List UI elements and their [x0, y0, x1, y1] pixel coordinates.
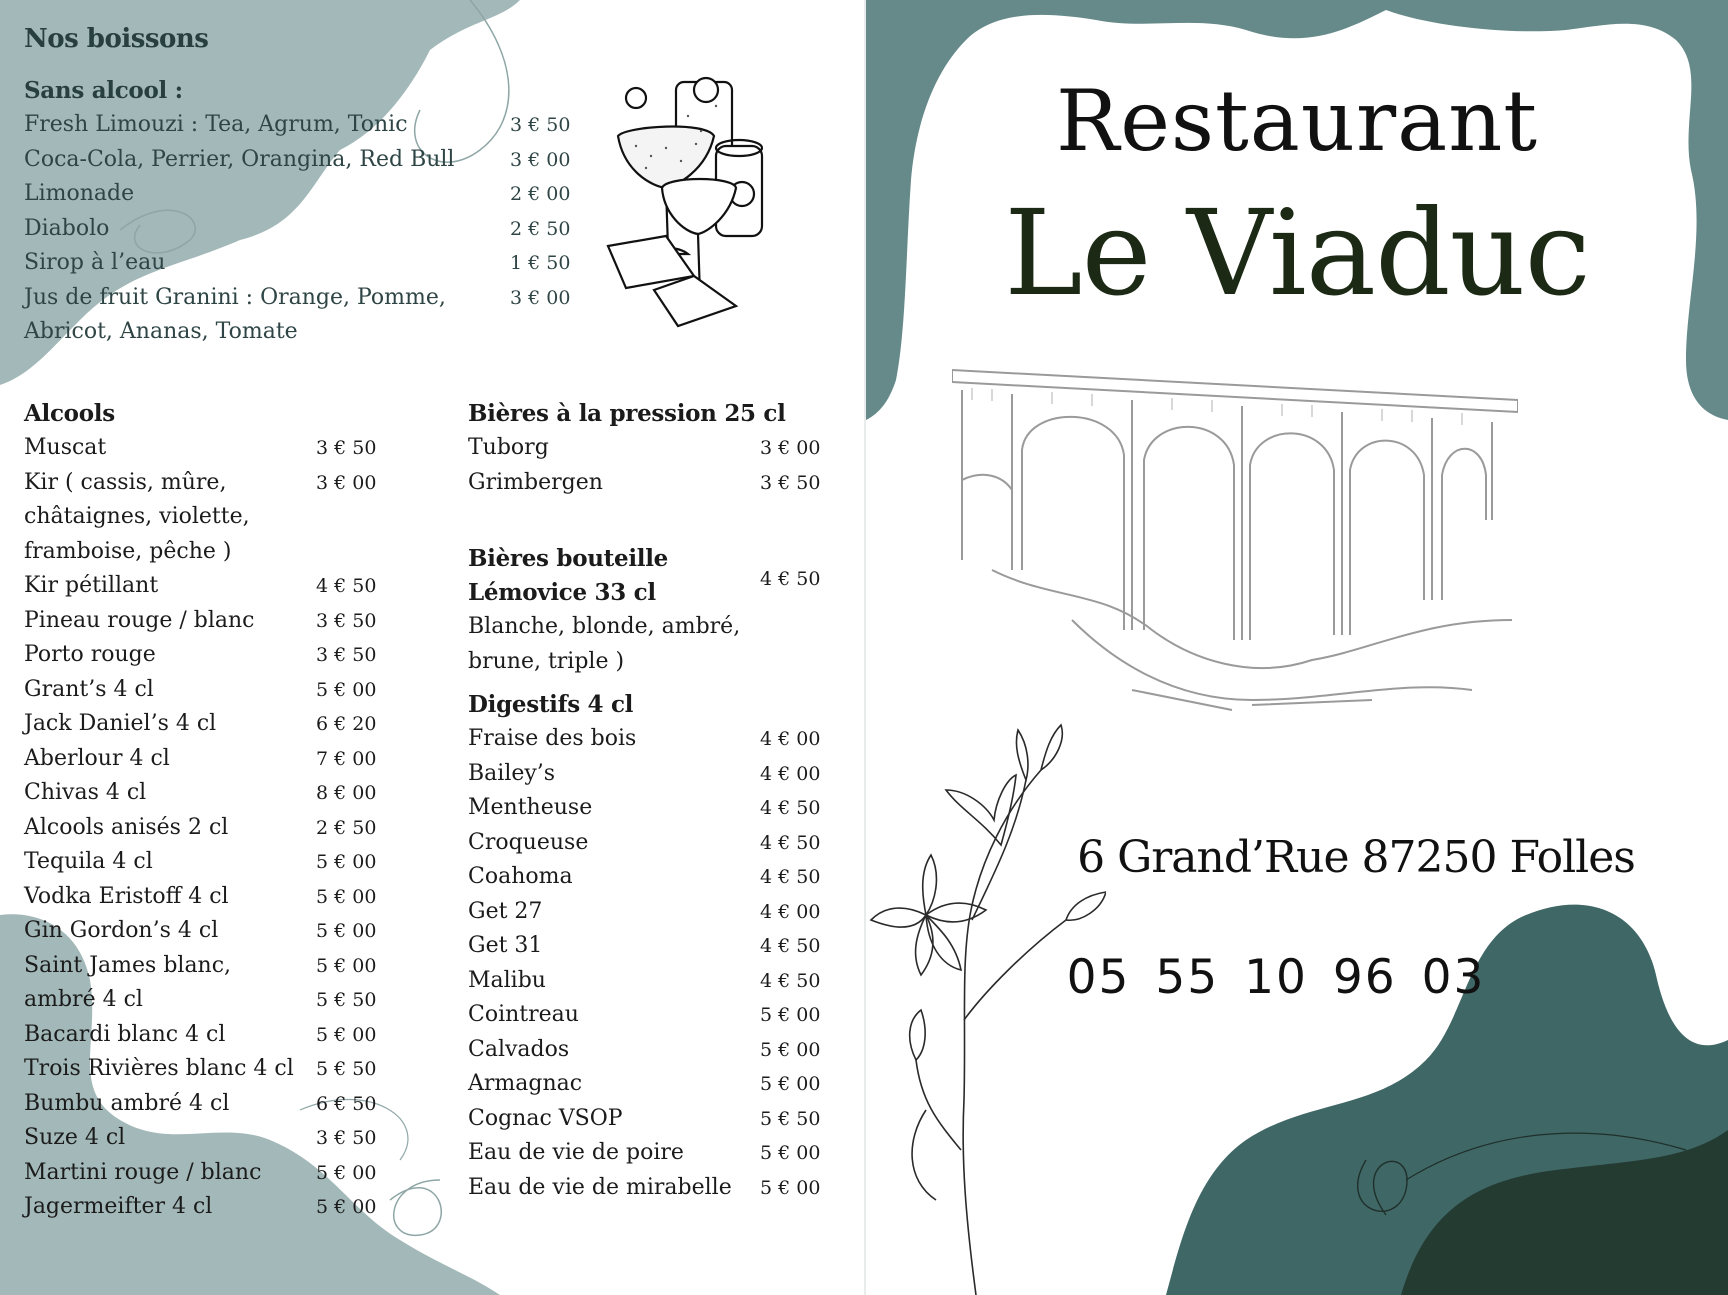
menu-item-row — [24, 673, 404, 708]
item-price: 2 € 00 — [510, 183, 571, 205]
menu-item-row — [24, 983, 404, 1018]
flower-drawing-icon — [866, 720, 1106, 1295]
menu-item-row — [24, 1156, 404, 1191]
item-name: Porto rouge — [24, 642, 156, 667]
menu-item-row — [24, 845, 404, 880]
item-name: Cognac VSOP — [468, 1105, 623, 1131]
menu-item-row — [24, 914, 404, 949]
menu-item-row — [24, 1121, 404, 1156]
item-price: 5 € 00 — [316, 920, 377, 942]
item-name: Jus de fruit Granini : Orange, Pomme, — [24, 284, 446, 310]
item-name: Eau de vie de mirabelle — [468, 1174, 732, 1200]
item-name: Jack Daniel’s 4 cl — [24, 711, 217, 736]
item-name: Tuborg — [468, 435, 549, 460]
item-price: 5 € 50 — [760, 1107, 821, 1130]
item-name: Aberlour 4 cl — [24, 745, 170, 771]
restaurant-address: 6 Grand’Rue 87250 Folles — [1077, 832, 1635, 883]
item-name: Abricot, Ananas, Tomate — [24, 319, 298, 344]
item-name: Get 27 — [468, 898, 543, 924]
menu-item-row — [468, 466, 838, 501]
restaurant-phone: 05 55 10 96 03 — [1066, 950, 1486, 1005]
menu-item-row — [24, 1052, 404, 1087]
item-price: 5 € 50 — [316, 989, 377, 1011]
item-name: framboise, pêche ) — [24, 538, 232, 564]
item-description: brune, triple ) — [468, 648, 625, 674]
item-price: 6 € 50 — [316, 1092, 377, 1115]
item-price: 4 € 50 — [760, 866, 821, 888]
item-price: 4 € 50 — [760, 797, 821, 819]
item-price: 4 € 50 — [760, 969, 821, 992]
menu-item-row — [24, 108, 584, 143]
item-name: Mentheuse — [468, 795, 593, 820]
section-title: Alcools — [24, 400, 115, 427]
cocktail-drawing-icon — [606, 76, 766, 334]
item-price: 4 € 50 — [760, 935, 821, 957]
menu-item-row — [24, 742, 404, 777]
cover-page — [866, 0, 1728, 1295]
item-name: Croqueuse — [468, 829, 589, 855]
item-price: 5 € 00 — [316, 851, 377, 873]
menu-heading: Nos boissons — [24, 24, 209, 54]
item-price: 1 € 50 — [510, 252, 571, 274]
item-price: 5 € 00 — [760, 1038, 821, 1061]
item-name: Alcools anisés 2 cl — [24, 814, 229, 840]
item-price: 3 € 50 — [316, 644, 377, 666]
menu-item-row — [24, 246, 584, 281]
menu-item-row — [24, 212, 584, 247]
menu-item-row — [24, 811, 404, 846]
item-price: 3 € 00 — [510, 286, 571, 309]
item-name: Diabolo — [24, 215, 110, 241]
item-name: Jagermeifter 4 cl — [24, 1194, 213, 1219]
menu-item-row — [24, 569, 404, 604]
item-price: 5 € 00 — [316, 1196, 377, 1218]
item-price: 4 € 00 — [760, 728, 821, 750]
menu-item-row — [468, 757, 838, 792]
item-price: 4 € 50 — [316, 575, 377, 597]
item-price: 3 € 50 — [316, 1127, 377, 1149]
item-name: châtaignes, violette, — [24, 504, 250, 529]
menu-item-row — [468, 1067, 838, 1102]
item-name: Muscat — [24, 435, 107, 460]
item-price: 5 € 00 — [760, 1176, 821, 1199]
item-name: Gin Gordon’s 4 cl — [24, 918, 219, 943]
item-name: Fresh Limouzi : Tea, Agrum, Tonic — [24, 112, 408, 137]
section-title: Sans alcool : — [24, 77, 183, 104]
item-name: Kir ( cassis, mûre, — [24, 469, 227, 495]
item-name: Calvados — [468, 1036, 570, 1062]
item-name: Bailey’s — [468, 760, 556, 786]
menu-item-row — [468, 998, 838, 1033]
item-name: Chivas 4 cl — [24, 780, 147, 805]
item-name: Fraise des bois — [468, 726, 637, 751]
menu-item-row — [468, 826, 838, 861]
menu-item-row — [468, 791, 838, 826]
item-name: Suze 4 cl — [24, 1125, 126, 1150]
item-name: Pineau rouge / blanc — [24, 607, 255, 633]
menu-item-row — [468, 431, 838, 466]
item-name: Vodka Eristoff 4 cl — [24, 883, 229, 909]
item-price: 3 € 50 — [316, 609, 377, 632]
viaduct-drawing-icon — [952, 360, 1518, 730]
item-name: Sirop à l’eau — [24, 250, 166, 275]
menu-item-row — [24, 143, 584, 178]
item-name: Coca-Cola, Perrier, Orangina, Red Bull — [24, 146, 455, 172]
item-name: Bacardi blanc 4 cl — [24, 1021, 226, 1047]
menu-item-row — [24, 466, 404, 501]
item-price: 3 € 50 — [760, 471, 821, 494]
menu-item-row — [468, 1171, 838, 1206]
menu-item-row — [468, 895, 838, 930]
item-name: Grimbergen — [468, 469, 603, 495]
menu-item-row — [24, 535, 404, 570]
menu-item-row — [468, 1102, 838, 1137]
menu-item-row — [24, 1190, 404, 1225]
item-price: 5 € 00 — [316, 885, 377, 908]
item-name: ambré 4 cl — [24, 987, 143, 1012]
item-price: 5 € 00 — [316, 1161, 377, 1184]
item-name: Coahoma — [468, 864, 573, 889]
item-price: 6 € 20 — [316, 713, 377, 735]
menu-item-row — [468, 964, 838, 999]
section-subtitle: Lémovice 33 cl — [468, 579, 656, 606]
item-name: Get 31 — [468, 933, 543, 958]
item-price: 7 € 00 — [316, 747, 377, 770]
item-name: Tequila 4 cl — [24, 849, 153, 874]
menu-item-row — [24, 707, 404, 742]
item-price: 3 € 00 — [510, 148, 571, 171]
section-title: Bières à la pression 25 cl — [468, 400, 786, 427]
item-price: 5 € 00 — [316, 1023, 377, 1046]
item-price: 3 € 00 — [760, 437, 821, 459]
menu-item-row — [24, 949, 404, 984]
menu-item-row — [468, 860, 838, 895]
item-name: Martini rouge / blanc — [24, 1159, 262, 1185]
menu-item-row — [24, 638, 404, 673]
menu-item-row — [24, 315, 584, 350]
menu-item-row — [24, 776, 404, 811]
item-name: Bumbu ambré 4 cl — [24, 1090, 230, 1116]
section-title: Digestifs 4 cl — [468, 691, 634, 718]
item-price: 3 € 00 — [316, 471, 377, 494]
restaurant-title-line2: Le Viaduc — [1004, 184, 1590, 322]
item-name: Eau de vie de poire — [468, 1140, 684, 1165]
bieres-pression-section — [468, 397, 838, 500]
item-price: 4 € 00 — [760, 762, 821, 785]
item-name: Kir pétillant — [24, 573, 159, 598]
bieres-bouteille-section — [468, 542, 838, 679]
section-title: Bières bouteille — [468, 545, 668, 572]
menu-item-row — [24, 1087, 404, 1122]
item-price: 8 € 00 — [316, 782, 377, 804]
item-price: 4 € 50 — [760, 831, 821, 854]
item-name: Grant’s 4 cl — [24, 676, 154, 702]
digestifs-section — [468, 688, 838, 1205]
item-price: 4 € 00 — [760, 900, 821, 923]
menu-item-row — [24, 880, 404, 915]
restaurant-title-line1: Restaurant — [1055, 72, 1539, 170]
menu-item-row — [24, 431, 404, 466]
item-price: 5 € 00 — [760, 1142, 821, 1164]
menu-item-row — [468, 722, 838, 757]
item-name: Limonade — [24, 181, 135, 206]
item-price: 5 € 50 — [316, 1058, 377, 1080]
item-description: Blanche, blonde, ambré, — [468, 614, 741, 639]
item-price: 4 € 50 — [760, 568, 821, 590]
item-price: 2 € 50 — [316, 816, 377, 839]
item-name: Cointreau — [468, 1002, 579, 1027]
alcools-section — [24, 397, 404, 1225]
item-price: 3 € 50 — [510, 114, 571, 136]
menu-item-row — [24, 604, 404, 639]
sans-alcool-section — [24, 74, 584, 350]
item-name: Saint James blanc, — [24, 952, 232, 978]
menu-item-row — [468, 929, 838, 964]
menu-item-row — [468, 1136, 838, 1171]
item-price: 5 € 00 — [316, 954, 377, 977]
item-price: 3 € 50 — [316, 437, 377, 459]
menu-item-row — [468, 1033, 838, 1068]
item-name: Malibu — [468, 967, 546, 993]
item-price: 2 € 50 — [510, 217, 571, 240]
item-price: 5 € 00 — [760, 1004, 821, 1026]
menu-item-row — [24, 500, 404, 535]
menu-item-row — [24, 177, 584, 212]
menu-item-row — [24, 1018, 404, 1053]
item-name: Trois Rivières blanc 4 cl — [24, 1056, 294, 1081]
item-name: Armagnac — [468, 1071, 583, 1096]
item-price: 5 € 00 — [760, 1073, 821, 1095]
item-price: 5 € 00 — [316, 678, 377, 701]
menu-item-row — [24, 281, 584, 316]
